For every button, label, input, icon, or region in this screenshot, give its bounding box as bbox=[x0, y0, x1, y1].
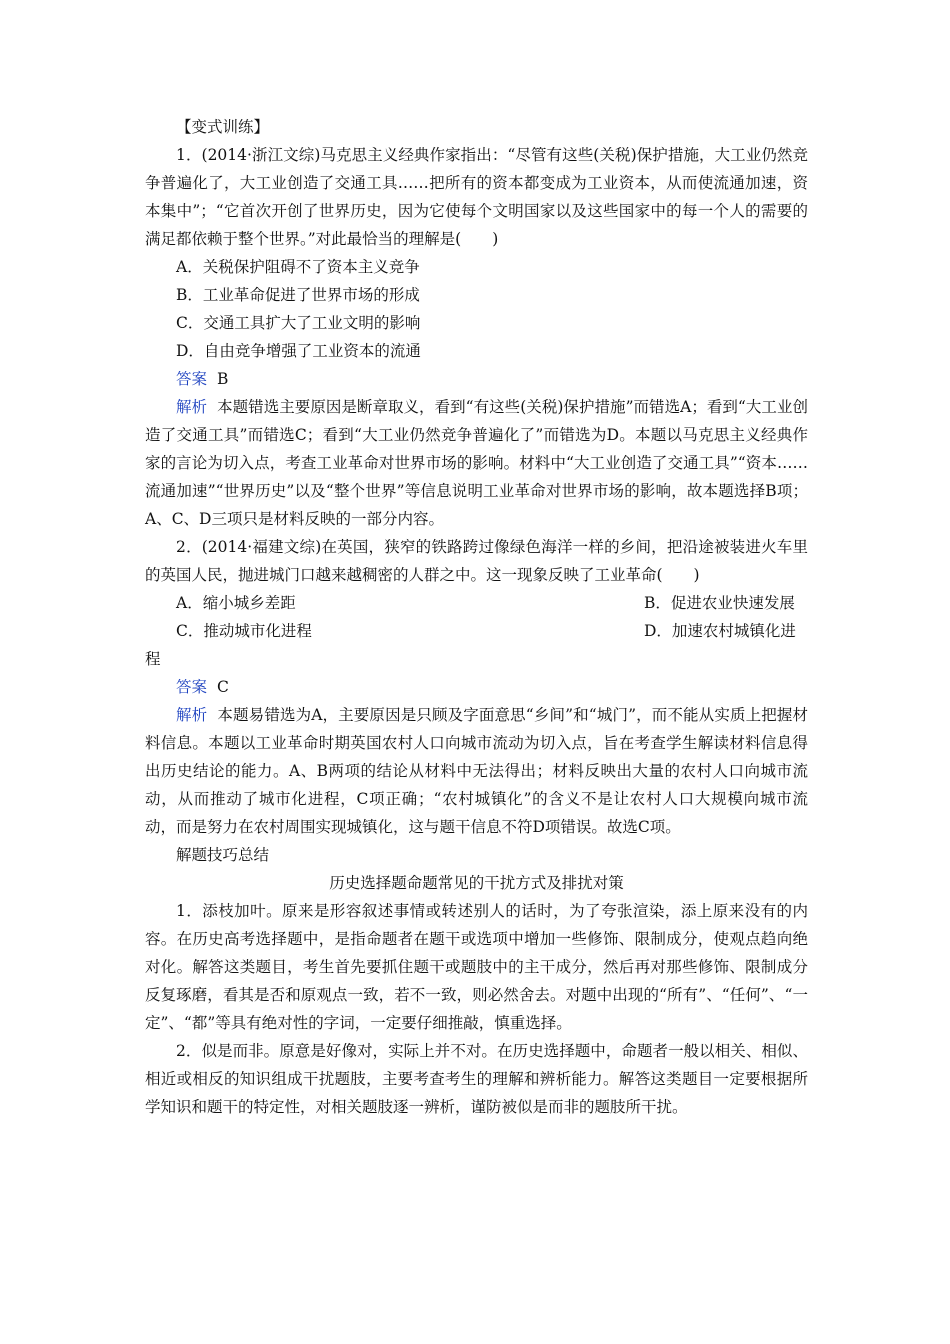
summary-paragraph-2: 2．似是而非。原意是好像对，实际上并不对。在历史选择题中，命题者一般以相关、相似、相近或相反的知识组成干扰题肢，主要考查考生的理解和辨析能力。解答这类题目一定要根据所学知识和题干的特定性，对相关题肢逐一辨析，谨防被似是而非的题肢所干扰。 bbox=[145, 1042, 808, 1116]
analysis-text: 本题易错选为A，主要原因是只顾及字面意思“乡间”和“城门”，而不能从实质上把握材料信息。本题以工业革命时期英国农村人口向城市流动为切入点，旨在考查学生解读材料信息得出历史结论的能力。A、B两项的结论从材料中无法得出；材料反映出大量的农村人口向城市流动，从而推动了城市化进程，C项正确；“农村城镇化”的含义不是让农村人口大规模向城市流动，而是努力在农村周围实现城镇化，这与题干信息不符D项错误。故选C项。 bbox=[145, 706, 808, 836]
question-1-option-c: C．交通工具扩大了工业文明的影响 bbox=[176, 314, 421, 332]
document-page bbox=[145, 113, 808, 1121]
question-2-option-d: D．加速农村城镇化进 bbox=[644, 622, 796, 640]
question-1-option-d: D．自由竞争增强了工业资本的流通 bbox=[176, 342, 421, 360]
question-1-analysis bbox=[145, 393, 808, 533]
question-2-stem: 2．(2014·福建文综)在英国，狭窄的铁路跨过像绿色海洋一样的乡间，把沿途被装进火车里的英国人民，抛进城门口越来越稠密的人群之中。这一现象反映了工业革命( ) bbox=[145, 538, 808, 584]
question-2-analysis bbox=[145, 701, 808, 841]
question-2-option-b: B．促进农业快速发展 bbox=[644, 594, 795, 612]
question-2-options-row-2 bbox=[145, 617, 808, 645]
question-2-answer bbox=[145, 673, 808, 701]
answer-value: C bbox=[217, 678, 229, 696]
question-2-option-d-wrap: 程 bbox=[145, 650, 161, 668]
question-2-option-a: A．缩小城乡差距 bbox=[176, 594, 296, 612]
question-2-option-c: C．推动城市化进程 bbox=[176, 622, 312, 640]
summary-label: 解题技巧总结 bbox=[176, 846, 270, 864]
answer-label: 答案 bbox=[176, 370, 208, 388]
section-heading: 【变式训练】 bbox=[176, 118, 270, 136]
question-2-options-row-1 bbox=[145, 589, 808, 617]
analysis-label: 解析 bbox=[176, 706, 208, 724]
analysis-label: 解析 bbox=[176, 398, 208, 416]
answer-label: 答案 bbox=[176, 678, 208, 696]
answer-value: B bbox=[217, 370, 229, 388]
question-1-stem: 1．(2014·浙江文综)马克思主义经典作家指出：“尽管有这些(关税)保护措施，大工业仍然竞争普遍化了，大工业创造了交通工具……把所有的资本都变成为工业资本，从而使流通加速，资本集中”；“它首次开创了世界历史，因为它使每个文明国家以及这些国家中的每一个人的需要的满足都依赖于整个世界。”对此最恰当的理解是( ) bbox=[145, 146, 808, 248]
question-1-option-b: B．工业革命促进了世界市场的形成 bbox=[176, 286, 420, 304]
analysis-text: 本题错选主要原因是断章取义，看到“有这些(关税)保护措施”而错选A；看到“大工业创造了交通工具”而错选C；看到“大工业仍然竞争普遍化了”而错选为D。本题以马克思主义经典作家的言论为切入点，考查工业革命对世界市场的影响。材料中“大工业创造了交通工具”“资本……流通加速”“世界历史”以及“整个世界”等信息说明工业革命对世界市场的影响，故本题选择B项；A、C、D三项只是材料反映的一部分内容。 bbox=[145, 398, 808, 528]
question-1-answer bbox=[145, 365, 808, 393]
summary-paragraph-1: 1．添枝加叶。原来是形容叙述事情或转述别人的话时，为了夸张渲染，添上原来没有的内容。在历史高考选择题中，是指命题者在题干或选项中增加一些修饰、限制成分，使观点趋向绝对化。解答这类题目，考生首先要抓住题干或题肢中的主干成分，然后再对那些修饰、限制成分反复琢磨，看其是否和原观点一致，若不一致，则必然舍去。对题中出现的“所有”、“任何”、“一定”、“都”等具有绝对性的字词，一定要仔细推敲，慎重选择。 bbox=[145, 902, 808, 1032]
question-1-option-a: A．关税保护阻碍不了资本主义竞争 bbox=[176, 258, 420, 276]
summary-title: 历史选择题命题常见的干扰方式及排扰对策 bbox=[329, 874, 624, 892]
